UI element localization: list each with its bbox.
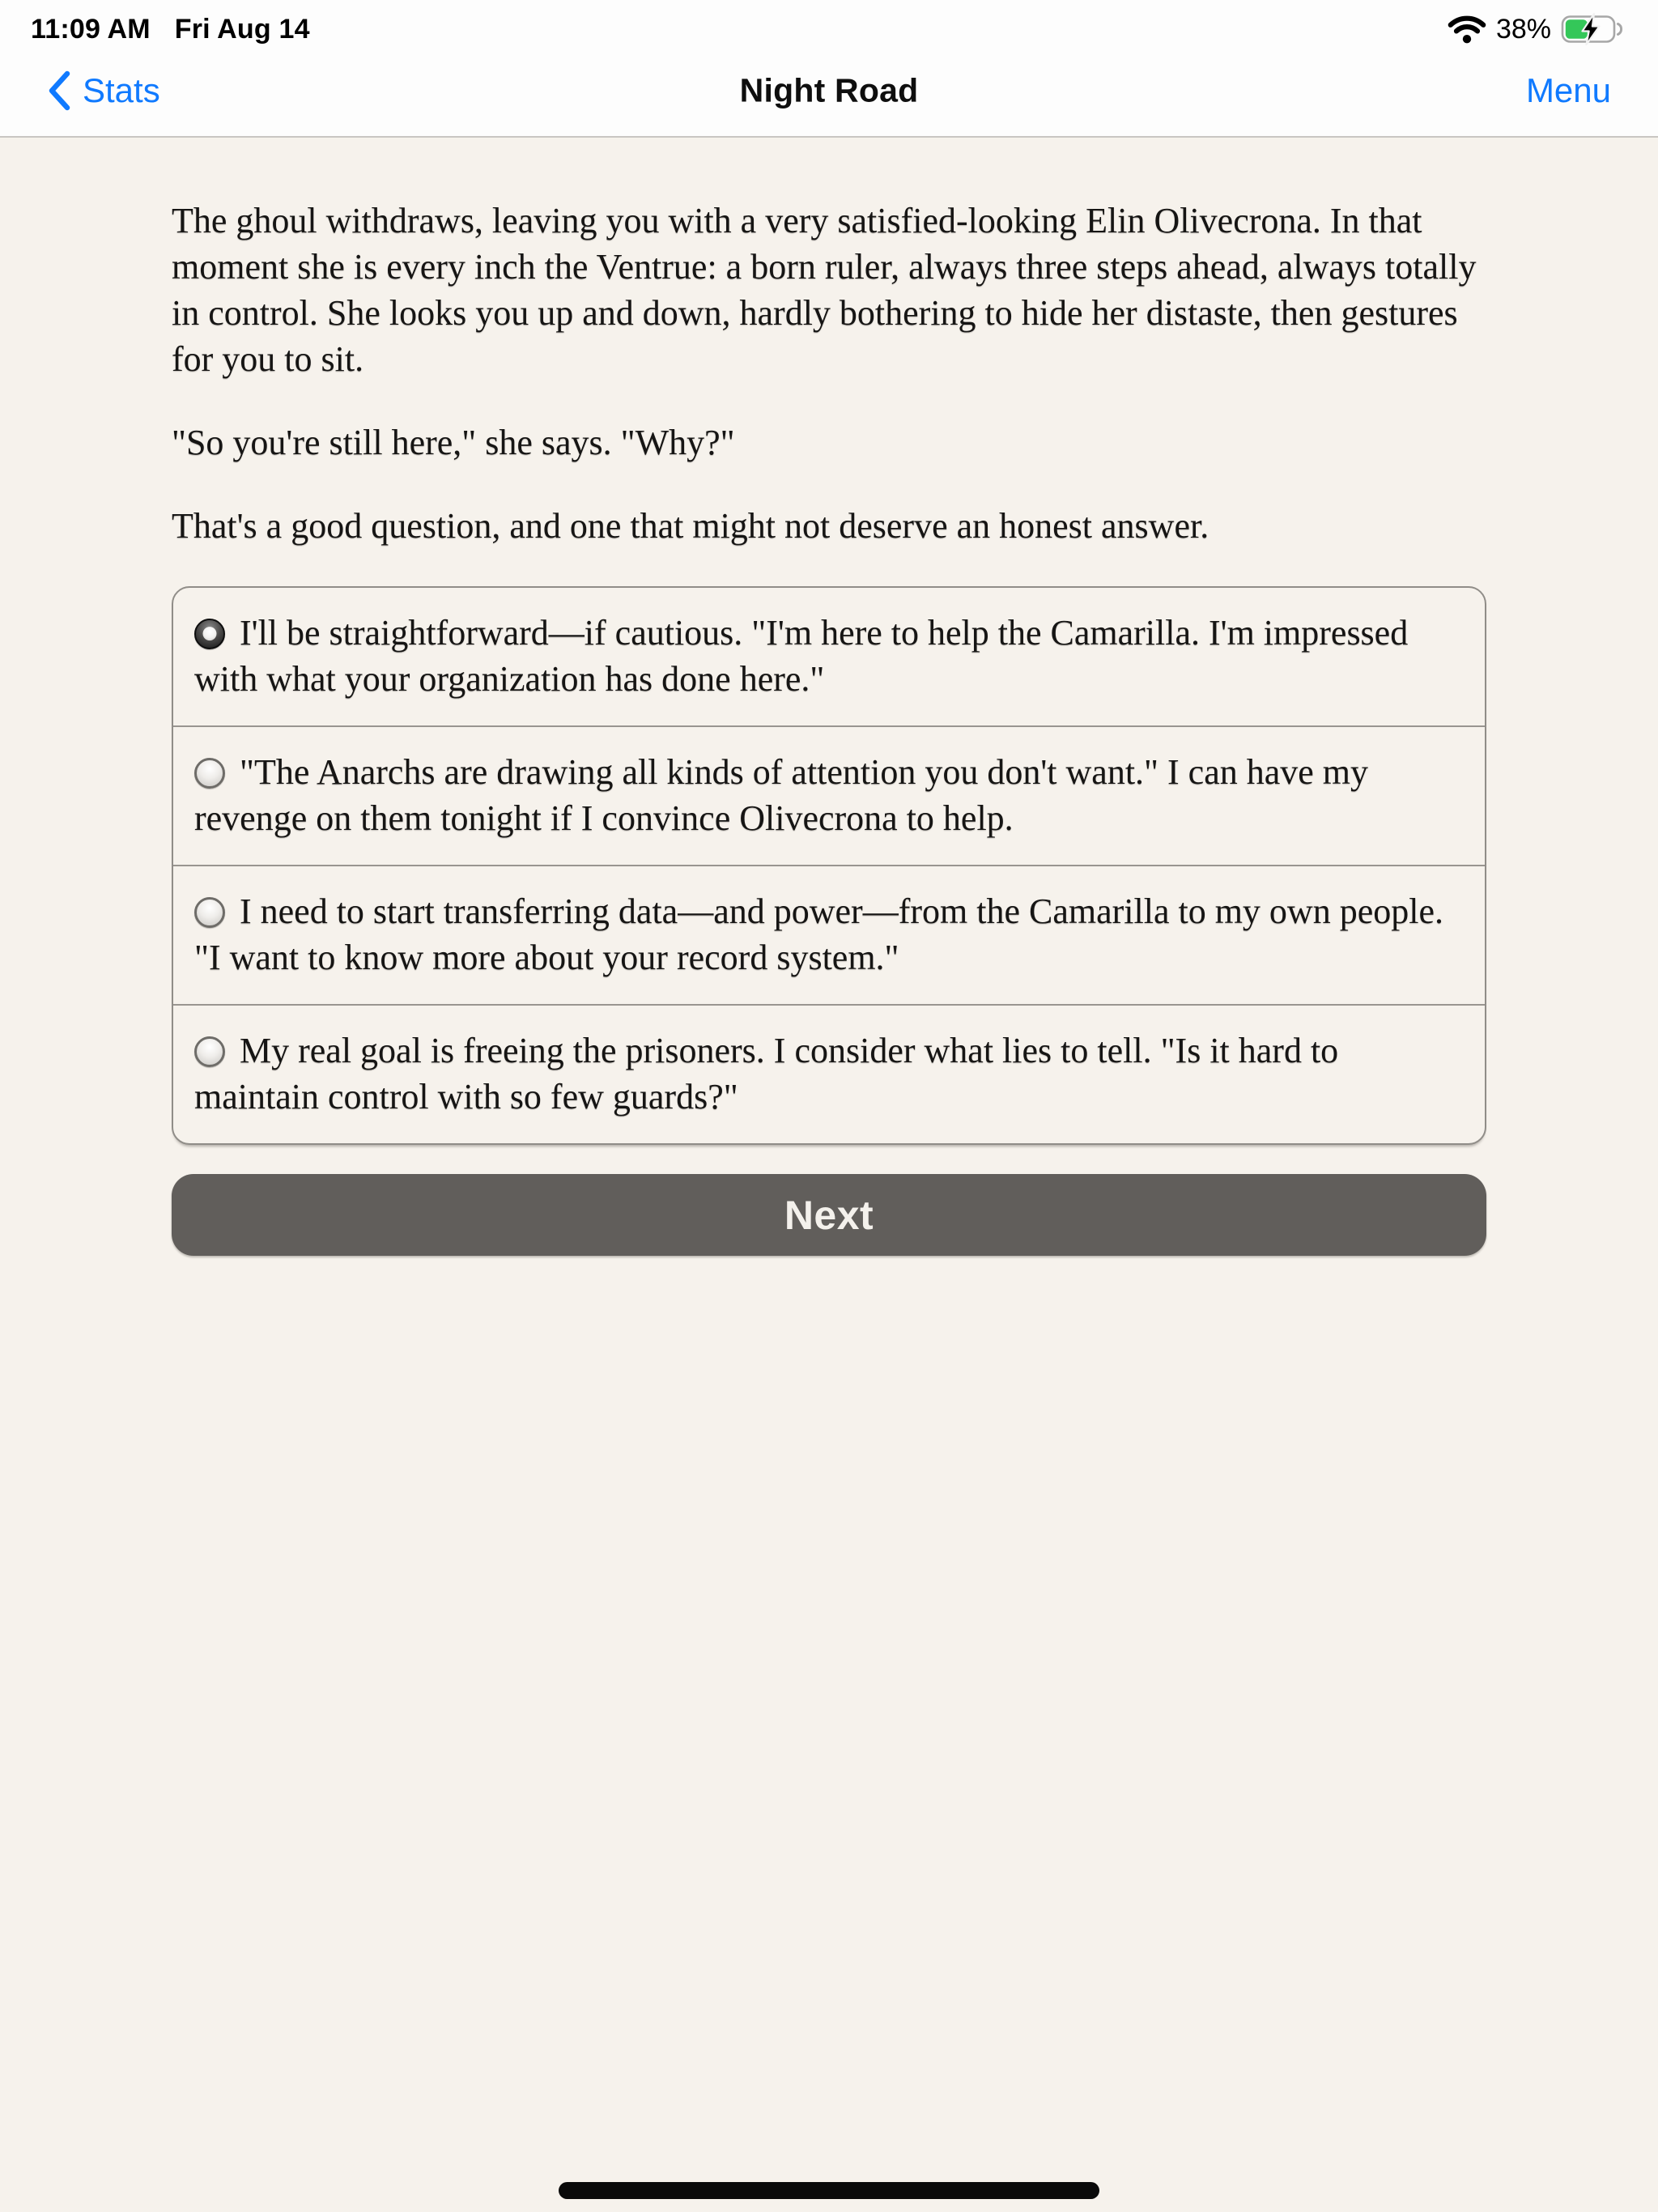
radio-button[interactable] xyxy=(194,897,225,928)
home-indicator[interactable] xyxy=(559,2182,1099,2199)
story-content xyxy=(0,138,1658,1256)
choice-option-4[interactable] xyxy=(173,1004,1485,1143)
status-right xyxy=(1448,13,1629,45)
story-paragraph: That's a good question, and one that might not deserve an honest answer. xyxy=(172,506,1209,546)
back-button-stats[interactable] xyxy=(47,70,160,112)
radio-button[interactable] xyxy=(194,758,225,789)
wifi-icon xyxy=(1448,15,1486,44)
choice-option-label: "The Anarchs are drawing all kinds of attention you don't want." I can have my revenge on them tonight if I convince Olivecrona to help. xyxy=(194,752,1369,838)
top-bar xyxy=(0,0,1658,138)
battery-percent-label: 38% xyxy=(1495,13,1551,45)
nav-bar xyxy=(0,47,1658,134)
back-button-label: Stats xyxy=(83,71,160,109)
choice-option-label: I'll be straightforward—if cautious. "I'm here to help the Camarilla. I'm impressed with what your organization has done here." xyxy=(194,613,1409,699)
story-paragraph: "So you're still here," she says. "Why?" xyxy=(172,423,735,462)
page-title: Night Road xyxy=(739,71,919,109)
radio-button[interactable] xyxy=(194,1036,225,1067)
status-date: Fri Aug 14 xyxy=(174,13,310,45)
battery-charging-icon xyxy=(1561,13,1629,45)
status-bar xyxy=(0,0,1658,47)
choice-option-2[interactable] xyxy=(173,725,1485,865)
status-time: 11:09 AM xyxy=(31,13,151,45)
story-text xyxy=(172,198,1486,549)
next-button[interactable]: Next xyxy=(172,1174,1486,1256)
status-left xyxy=(31,14,310,45)
radio-button[interactable] xyxy=(194,619,225,649)
menu-button[interactable]: Menu xyxy=(1525,71,1611,109)
choice-option-3[interactable] xyxy=(173,865,1485,1004)
chevron-left-icon xyxy=(47,70,71,112)
choice-option-label: I need to start transferring data—and power—from the Camarilla to my own people. "I want to know more about your record system." xyxy=(194,891,1443,977)
choice-option-label: My real goal is freeing the prisoners. I consider what lies to tell. "Is it hard to maintain control with so few guards?" xyxy=(194,1031,1339,1117)
story-paragraph: The ghoul withdraws, leaving you with a very satisfied-looking Elin Olivecrona. In that moment she is every inch the Ventrue: a born ruler, always three steps ahead, always totally in control. She looks you up and down, hardly bothering to hide her distaste, then gestures for you to sit. xyxy=(172,201,1477,379)
choice-option-1[interactable] xyxy=(173,588,1485,725)
choice-options-group xyxy=(172,586,1486,1145)
